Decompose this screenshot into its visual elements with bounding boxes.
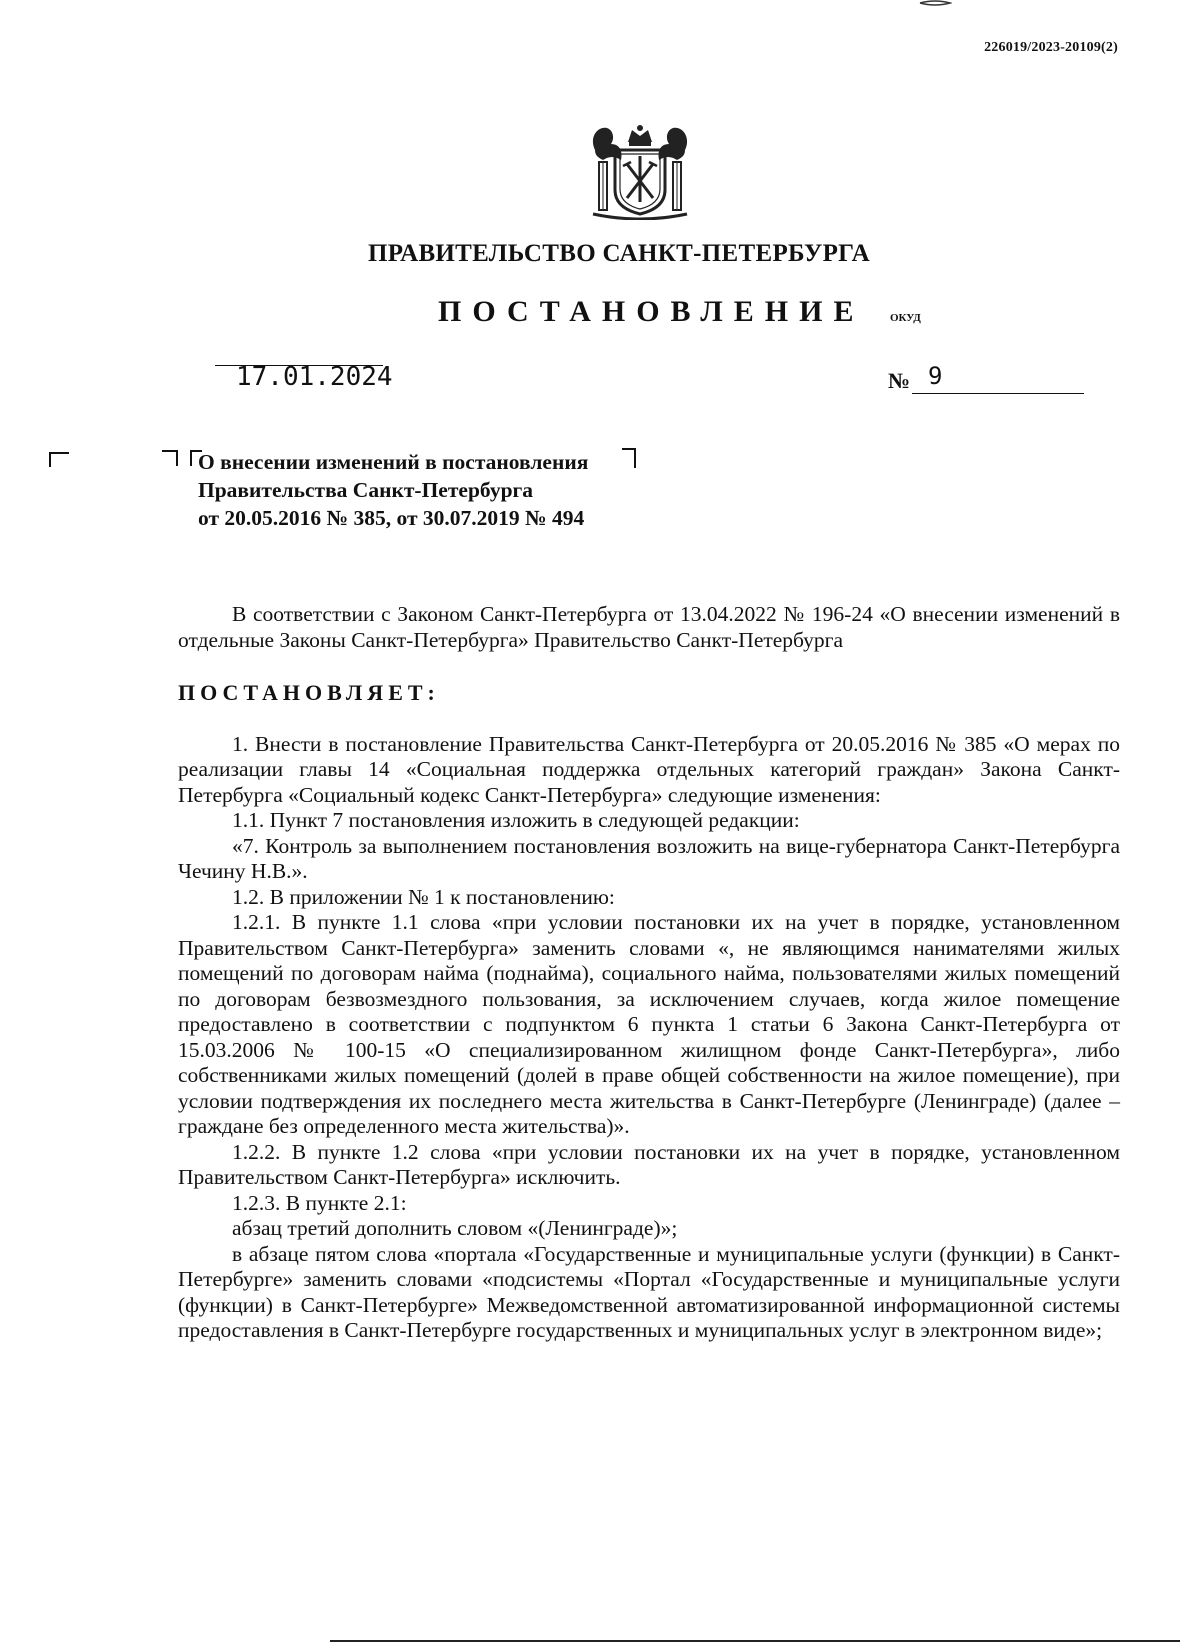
government-title: ПРАВИТЕЛЬСТВО САНКТ-ПЕТЕРБУРГА (367, 240, 871, 267)
number-underline (912, 393, 1084, 394)
paragraph: 1.2. В приложении № 1 к постановлению: (232, 884, 615, 909)
document-number: 9 (928, 362, 943, 390)
paragraph: в абзаце пятом слова «портала «Государственные и муниципальные услуги (функции) в Санкт-Петербурге» заменить словами «подсистемы «Портал «Государственные и муниципальные услуги (функции) в Санкт-Петербурге» Межведомственной автоматизированной информационной системы предоставления в Санкт-Петербурге государственных и муниципальных услуг в электронном виде»; (178, 1241, 1120, 1342)
paragraph: 1. Внести в постановление Правительства Санкт-Петербурга от 20.05.2016 № 385 «О мерах по реализации главы 14 «Социальная поддержка отдельных категорий граждан» Закона Санкт-Петербурга «Социальный кодекс Санкт-Петербурга» следующие изменения: (178, 731, 1120, 807)
paragraph: 1.1. Пункт 7 постановления изложить в следующей редакции: (232, 808, 800, 832)
paragraph: «7. Контроль за выполнением постановления возложить на вице-губернатора Санкт-Петербурга Чечину Н.В.». (178, 833, 1120, 883)
paragraph: абзац третий дополнить словом «(Ленинграде)»; (232, 1216, 678, 1240)
document-code: 226019/2023-20109(2) (984, 40, 1118, 55)
corner-mark (162, 450, 178, 466)
document-body (178, 602, 1120, 1344)
paragraph: 1.2.3. В пункте 2.1: (232, 1190, 407, 1215)
paragraph: 1.2.1. В пункте 1.1 слова «при условии постановки их на учет в порядке, установленном Правительством Санкт-Петербурга» заменить словами «, не являющимся нанимателями жилых помещений по договорам найма (поднайма), социального найма, пользователями жилых помещений по договорам безвозмездного пользования, за исключением случаев, когда жилое помещение предоставлено в соответствии с подпунктом 6 пункта 1 статьи 6 Закона Санкт-Петербурга от 15.03.2006 № 100-15 «О специализированном жилищном фонде Санкт-Петербурга», либо собственниками жилых помещений (долей в праве общей собственности на жилое помещение), при условии подтверждения их последнего места жительства в Санкт-Петербурге (Ленинграде) (далее – граждане без определенного места жительства)». (178, 910, 1120, 1138)
page-bottom-edge (330, 1640, 1180, 1642)
preamble: В соответствии с Законом Санкт-Петербурга от 13.04.2022 № 196-24 «О внесении изменений в отдельные Законы Санкт-Петербурга» Правительство Санкт-Петербурга (178, 602, 1120, 652)
corner-mark (49, 452, 69, 467)
document-type: ПОСТАНОВЛЕНИЕ (438, 295, 865, 328)
document-subject (198, 448, 588, 532)
subject-line: Правительства Санкт-Петербурга (198, 478, 534, 502)
decree-heading: ПОСТАНОВЛЯЕТ: (178, 680, 440, 705)
scan-mark (918, 0, 952, 6)
paragraph: 1.2.2. В пункте 1.2 слова «при условии постановки их на учет в порядке, установленном Правительством Санкт-Петербурга» исключить. (178, 1139, 1120, 1189)
subject-line: от 20.05.2016 № 385, от 30.07.2019 № 494 (198, 506, 585, 530)
okud-label: ОКУД (890, 312, 921, 324)
document-date: 17.01.2024 (236, 362, 393, 392)
subject-line: О внесении изменений в постановления (198, 450, 589, 474)
corner-mark (622, 448, 636, 468)
number-label: № (888, 368, 911, 393)
coat-of-arms-icon (585, 120, 695, 220)
